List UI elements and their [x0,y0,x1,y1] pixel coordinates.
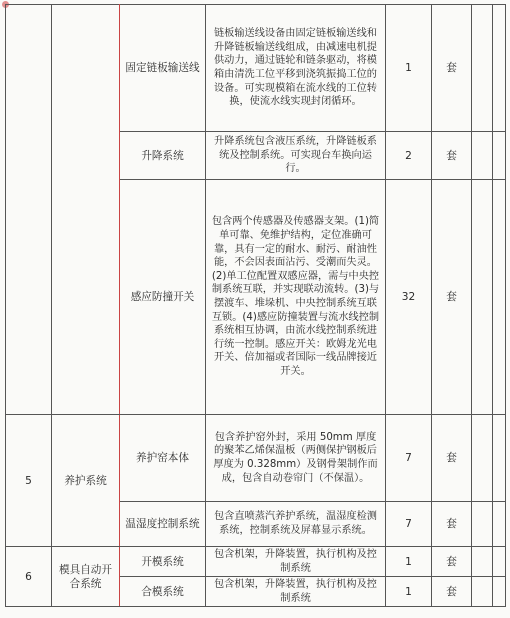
quantity-cell: 7 [386,502,432,547]
system-name-cell: 模具自动开合系统 [52,547,120,607]
item-name-cell: 感应防撞开关 [120,180,206,415]
description-cell: 包含机架，升降装置，执行机构及控制系统 [206,577,386,607]
description-cell: 包含两个传感器及传感器支架。(1)简单可靠、免维护结构，定位准确可靠，具有一定的耐水、耐污、耐油性能，不会因表面沾污、受潮而失灵。(2)单工位配置双感应器，需与中央控制系统互联，并实现联动流转。(3)与摆渡车、堆垛机、中央控制系统互联互锁。(4)感应防撞装置与流水线控制系统相互协调，由流水线控制系统进行统一控制。感应开关：欧姆龙光电开关、倍加福或者国际一线品牌接近开关。 [206,180,386,415]
quantity-cell: 1 [386,577,432,607]
empty-cell [472,180,493,415]
unit-cell: 套 [432,180,472,415]
system-name-cell: 养护系统 [52,415,120,547]
item-name-cell: 开模系统 [120,547,206,577]
quantity-cell: 7 [386,415,432,502]
unit-cell: 套 [432,502,472,547]
empty-cell [472,5,493,132]
description-cell: 链板输送线设备由固定链板输送线和升降链板输送线组成，由减速电机提供动力，通过链轮和链条驱动，将模箱由清洗工位平移到浇筑振捣工位的设备。可实现模箱在流水线的工位转换，使流水线实现封闭循环。 [206,5,386,132]
unit-cell: 套 [432,5,472,132]
quantity-cell: 2 [386,132,432,180]
unit-cell: 套 [432,132,472,180]
empty-cell [493,547,506,577]
empty-cell [472,502,493,547]
unit-cell: 套 [432,577,472,607]
item-name-cell: 升降系统 [120,132,206,180]
description-cell: 升降系统包含液压系统，升降链板系统及控制系统。可实现台车换向运行。 [206,132,386,180]
empty-cell [493,502,506,547]
empty-cell [493,577,506,607]
empty-cell [472,132,493,180]
item-name-cell: 温湿度控制系统 [120,502,206,547]
empty-cell [493,180,506,415]
table-row [6,415,506,502]
empty-cell [493,415,506,502]
row-number-cell: 6 [6,547,52,607]
empty-cell [472,577,493,607]
table-row [6,547,506,577]
unit-cell: 套 [432,547,472,577]
empty-cell [493,5,506,132]
equipment-table [5,4,506,607]
quantity-cell: 1 [386,547,432,577]
unit-cell: 套 [432,415,472,502]
description-cell: 包含机架，升降装置，执行机构及控制系统 [206,547,386,577]
description-cell: 包含养护窑外封，采用 50mm 厚度的聚苯乙烯保温板（两侧保护钢板后厚度为 0.328mm）及钢骨架制作而成，包含自动卷帘门（不保温）。 [206,415,386,502]
row-number-cell [6,5,52,415]
row-number-cell: 5 [6,415,52,547]
empty-cell [472,415,493,502]
empty-cell [472,547,493,577]
empty-cell [493,132,506,180]
item-name-cell: 养护窑本体 [120,415,206,502]
item-name-cell: 固定链板输送线 [120,5,206,132]
table-row [6,5,506,132]
item-name-cell: 合模系统 [120,577,206,607]
description-cell: 包含直喷蒸汽养护系统，温湿度检测系统，控制系统及屏幕显示系统。 [206,502,386,547]
quantity-cell: 32 [386,180,432,415]
system-name-cell [52,5,120,415]
quantity-cell: 1 [386,5,432,132]
